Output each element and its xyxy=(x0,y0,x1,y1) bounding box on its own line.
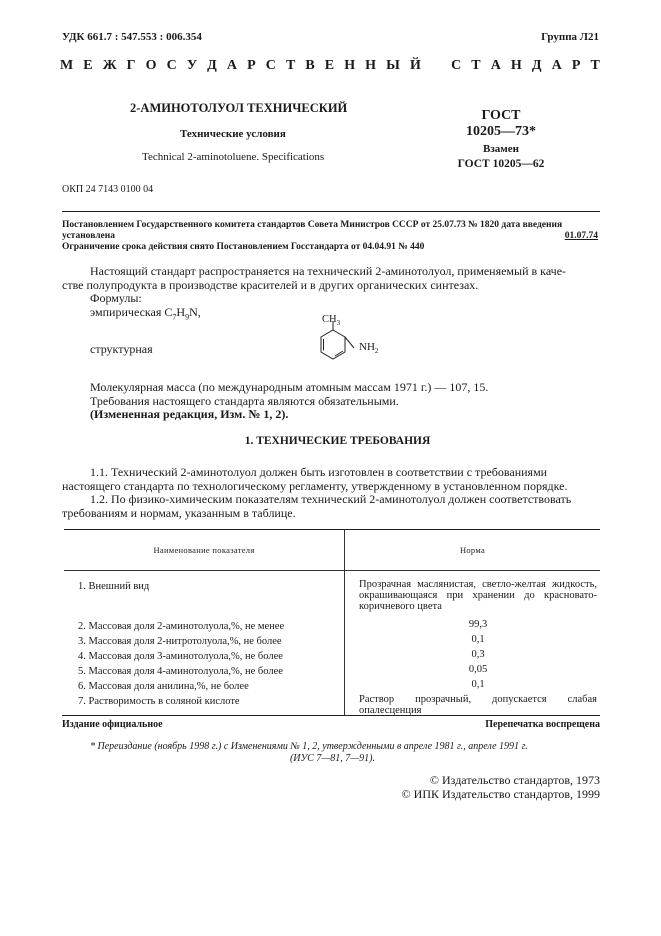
clause-1-1-line-1: 1.1. Технический 2-аминотолуол должен быть изготовлен в соответствии с требованиями xyxy=(90,465,548,479)
table-row xyxy=(64,664,600,679)
banner-letter: Е xyxy=(83,58,93,73)
row-2-norm: 99,3 xyxy=(468,618,488,630)
banner-letter: Р xyxy=(247,58,256,73)
banner-letter: С xyxy=(166,58,177,73)
decree-established: установлена xyxy=(62,231,115,241)
banner-letter: Н xyxy=(344,58,356,73)
row-4-norm: 0,3 xyxy=(471,648,485,660)
banner-letter: Г xyxy=(126,58,136,73)
table-row xyxy=(64,579,600,619)
banner-letter: Н xyxy=(365,58,377,73)
banner-letter: С xyxy=(265,58,276,73)
section1-text xyxy=(62,466,602,520)
banner-letter: Т xyxy=(471,58,481,73)
clause-1-2-line-2: требованиям и нормам, указанным в таблице. xyxy=(62,505,296,520)
decree-block xyxy=(62,220,602,253)
decree-line-3: Ограничение срока действия снято Постановлением Госстандарта от 04.04.91 № 440 xyxy=(62,242,425,252)
empirical-n: N, xyxy=(189,304,201,319)
row-1-norm: Прозрачная маслянистая, светло-желтая жидкость, окрашивающаяся при хранении до красновато-коричневого цвета xyxy=(359,578,597,612)
empirical-label: эмпирическая C xyxy=(90,304,173,319)
molecular-mass: Молекулярная масса (по международным атомным массам 1971 г.) — 107, 15. xyxy=(90,380,489,394)
reissue-note-line-1: * Переиздание (ноябрь 1998 г.) с Изменениями № 1, 2, утвержденными в апреле 1981 г., апреле 1991 г. xyxy=(90,741,528,752)
banner-letter: Т xyxy=(590,58,600,73)
amino-bond xyxy=(345,337,354,348)
formulas-label: Формулы: xyxy=(90,291,142,305)
row-3-name: 3. Массовая доля 2-нитротолуола,%, не более xyxy=(64,634,345,649)
section-heading: 1. ТЕХНИЧЕСКИЕ ТРЕБОВАНИЯ xyxy=(244,435,431,447)
group-code: Группа Л21 xyxy=(541,31,599,43)
row-6-norm: 0,1 xyxy=(471,678,485,690)
row-4-name: 4. Массовая доля 3-аминотолуола,%, не более xyxy=(64,649,345,664)
banner-letter: М xyxy=(60,58,74,73)
table-row xyxy=(64,634,600,649)
banner-letter: С xyxy=(451,58,462,73)
banner-letter: А xyxy=(490,58,501,73)
intro-line-1: Настоящий стандарт распространяется на технический 2-аминотолуол, применяемый в каче- xyxy=(90,264,567,278)
banner-letter: Т xyxy=(285,58,296,73)
subscript-7: 7 xyxy=(172,311,177,321)
empirical-h: H xyxy=(176,304,186,319)
reprint-prohibited: Перепечатка воспрещена xyxy=(485,719,600,730)
top-divider xyxy=(62,211,600,212)
mandatory-note: Требования настоящего стандарта являются обязательными. xyxy=(90,393,399,408)
row-1-name: 1. Внешний вид xyxy=(64,579,345,619)
gost-label: ГОСТ xyxy=(481,108,521,123)
banner-letter: В xyxy=(305,58,315,73)
decree-line-1: Постановлением Государственного комитета стандартов Совета Министров СССР от 25.07.73 № 1820 дата введения xyxy=(62,220,563,230)
okp-code: ОКП 24 7143 0100 04 xyxy=(62,184,154,195)
official-edition: Издание официальное xyxy=(62,719,163,730)
column-header-name: Наименование показателя xyxy=(64,530,345,571)
table-header-row xyxy=(64,530,600,571)
clause-1-1-line-2: настоящего стандарта по технологическому регламенту, утвержденному в установленном порядке. xyxy=(62,478,568,493)
subscript-9: 9 xyxy=(185,311,190,321)
clause-1-2-line-1: 1.2. По физико-химическим показателям технический 2-аминотолуол должен соответствовать xyxy=(90,492,572,506)
row-6-name: 6. Массовая доля анилина,%, не более xyxy=(64,679,345,694)
banner-letter: Е xyxy=(324,58,335,73)
udk-code: УДК 661.7 : 547.553 : 006.354 xyxy=(62,31,202,43)
banner-letter: Й xyxy=(409,58,421,73)
banner-letter: Д xyxy=(531,58,542,73)
row-7-norm: Раствор прозрачный, допускается слабая опалесценция xyxy=(359,693,597,716)
row-3-norm: 0,1 xyxy=(471,633,485,645)
decree-line-2 xyxy=(62,231,598,242)
copyright-1973: © Издательство стандартов, 1973 xyxy=(429,773,600,787)
replaces-label: Взамен xyxy=(483,143,519,155)
table-row xyxy=(64,694,600,716)
banner-letter: Р xyxy=(571,58,581,73)
row-7-name: 7. Растворимость в соляной кислоте xyxy=(64,694,345,716)
banner-letter: А xyxy=(551,58,562,73)
column-header-norm: Норма xyxy=(345,530,601,571)
banner-letter: Н xyxy=(510,58,522,73)
banner-letter: Д xyxy=(207,58,217,73)
intro-tail xyxy=(90,381,600,422)
table-spacer xyxy=(64,571,600,579)
revision-note: (Измененная редакция, Изм. № 1, 2). xyxy=(90,407,289,421)
document-title: 2-АМИНОТОЛУОЛ ТЕХНИЧЕСКИЙ xyxy=(130,101,348,115)
english-title: Technical 2-aminotoluene. Specifications xyxy=(142,151,325,163)
document-subtitle: Технические условия xyxy=(180,128,286,140)
table-row xyxy=(64,649,600,664)
banner-letter: У xyxy=(186,58,198,73)
table-row xyxy=(64,679,600,694)
copyright-1999: © ИПК Издательство стандартов, 1999 xyxy=(401,787,600,801)
banner-letter: Ж xyxy=(102,58,117,73)
structural-label: структурная xyxy=(90,342,153,356)
intro-line-2: стве полупродукта в производстве красителей и в других органических синтезах. xyxy=(62,277,479,292)
replaced-standard: ГОСТ 10205—62 xyxy=(457,158,545,170)
banner-letter: О xyxy=(145,58,157,73)
methyl-group-label: $CH_3$ xyxy=(322,314,341,328)
row-5-name: 5. Массовая доля 4-аминотолуола,%, не более xyxy=(64,664,345,679)
amino-group-label: $NH_2$ xyxy=(359,341,379,356)
reissue-note-line-2: (ИУС 7—81, 7—91). xyxy=(289,753,376,764)
decree-date: 01.07.74 xyxy=(564,231,598,241)
table-row xyxy=(64,619,600,634)
row-2-name: 2. Массовая доля 2-аминотолуола,%, не менее xyxy=(64,619,345,634)
banner-letter: А xyxy=(226,58,238,73)
footer-divider xyxy=(62,715,600,716)
row-5-norm: 0,05 xyxy=(468,663,488,675)
structural-formula-diagram xyxy=(300,312,400,378)
properties-table xyxy=(64,530,600,716)
banner-letter: Ы xyxy=(386,58,400,73)
interstate-standard-banner xyxy=(60,58,600,74)
gost-number: 10205—73* xyxy=(466,124,536,139)
